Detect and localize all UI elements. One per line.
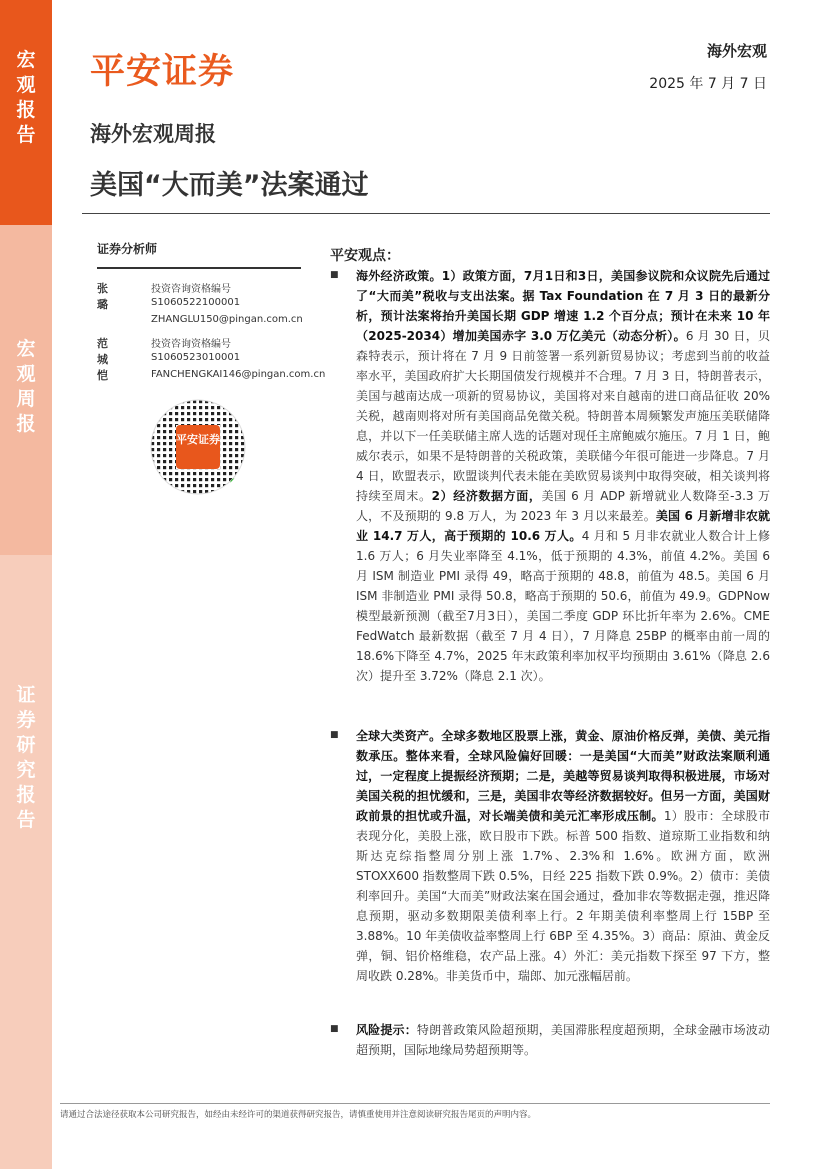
section-lead: 风险提示： bbox=[356, 1023, 417, 1037]
section-lead: 海外经济政策。1）政策方面，7月1日和3日，美国参议院和众议院先后通过了“大而美”税收与支出法案。据 Tax Foundation 在 7 月 3 日的最新分析，预计法案将抬升美国长期 GDP 增速 1.2 个百分点；预计在未来 10 年（2025-2034）增加美国赤字 3.0 万亿美元（动态分析）。 bbox=[356, 269, 770, 343]
analyst-email[interactable]: ZHANGLU150@pingan.com.cn bbox=[151, 314, 303, 325]
sidebar-block-report-type bbox=[0, 0, 52, 225]
sidebar-label-macro-weekly: 宏观周报 bbox=[16, 338, 36, 435]
analyst-name: 张璐 bbox=[97, 282, 108, 311]
footer-divider bbox=[60, 1103, 770, 1104]
analyst-license-label: 投资咨询资格编号 bbox=[151, 339, 231, 350]
analyst-divider bbox=[97, 267, 301, 269]
bullet-square-icon: ■ bbox=[330, 270, 339, 280]
analyst-license-id: S1060523010001 bbox=[151, 352, 241, 363]
report-series-title: 海外宏观周报 bbox=[90, 122, 216, 146]
sidebar-block-weekly bbox=[0, 225, 52, 555]
analyst-license-label: 投资咨询资格编号 bbox=[151, 284, 231, 295]
analyst-email[interactable]: FANCHENGKAI146@pingan.com.cn bbox=[151, 369, 326, 380]
qr-brand-badge: 平安证券 bbox=[176, 425, 220, 469]
bullet-square-icon: ■ bbox=[330, 1024, 339, 1034]
footer-disclaimer: 请通过合法途径获取本公司研究报告，如经由未经许可的渠道获得研究报告，请慎重使用并注意阅读研究报告尾页的声明内容。 bbox=[60, 1110, 537, 1120]
section-text: 特朗普政策风险超预期，美国滞胀程度超预期，全球金融市场波动超预期，国际地缘局势超预期等。 bbox=[356, 1023, 770, 1057]
report-category: 海外宏观 bbox=[706, 42, 767, 60]
sidebar-block-research bbox=[0, 555, 52, 1169]
bullet-square-icon: ■ bbox=[330, 730, 339, 740]
title-divider bbox=[82, 213, 770, 214]
company-logo: 平安证券 bbox=[90, 52, 235, 92]
view-section-overseas-policy bbox=[330, 266, 770, 686]
sidebar-label-research-report: 证券研究报告 bbox=[16, 684, 36, 831]
section-bold: 2）经济数据方面， bbox=[431, 489, 542, 503]
section-text: 美国 6 月 ADP 新增就业人数降至-3.3 万人，不及预期的 9.8 万人，为 2023 年 3 月以来最差。 bbox=[356, 489, 770, 523]
analyst-heading: 证券分析师 bbox=[97, 242, 158, 256]
section-bold: 美国 6 月新增非农就业 14.7 万人，高于预期的 10.6 万人。 bbox=[356, 509, 770, 543]
analyst-license-id: S1060522100001 bbox=[151, 297, 241, 308]
views-title: 平安观点： bbox=[330, 248, 400, 264]
report-headline: 美国“大而美”法案通过 bbox=[90, 170, 369, 201]
section-text: 6 月 30 日，贝森特表示，预计将在 7 月 9 日前签署一系列新贸易协议；考虑到当前的收益率水平，美国政府扩大长期国债发行规模并不合理。7 月 3 日，特朗普表示，美国与越南达成一项新的贸易协议，美国将对来自越南的进口商品征收 20%关税，越南则将对所有美国商品免徵关税。特朗普本周频繁发声施压美联储降息，并以下一任美联储主席人选的话题对现任主席鲍威尔施压。7 月 1 日，鲍威尔表示，如果不是特朗普的关税政策，美联储今年很可能进一步降息。7 月 4 日，欧盟表示，欧盟谈判代表未能在美欧贸易谈判中取得突破，相关谈判将持续至周末。 bbox=[356, 329, 770, 503]
section-paragraph bbox=[356, 266, 770, 686]
report-date: 2025 年 7 月 7 日 bbox=[649, 76, 767, 92]
analyst-name: 范城恺 bbox=[97, 337, 108, 382]
view-section-global-assets bbox=[330, 726, 770, 986]
section-text: 4 月和 5 月非农就业人数合计上修 1.6 万人；6 月失业率降至 4.1%，低于预期的 4.3%，前值 4.2%。美国 6 月 ISM 制造业 PMI 录得 49，略高于预期的 48.8，前值为 48.5。美国 6 月 ISM 非制造业 PMI 录得 50.8，略高于预期的 50.6，前值为 49.9。GDPNow 模型最新预测（截至7月3日），美国二季度 GDP 环比折年率为 2.6%。CME FedWatch 最新数据（截至 7 月 4 日），7 月降息 25BP 的概率由前一周的 18.6%下降至 4.7%，2025 年末政策利率加权平均预期由 3.61%（降息 2.6 次）提升至 3.72%（降息 2.1 次）。 bbox=[356, 529, 770, 683]
sidebar-label-macro-report: 宏观报告 bbox=[16, 49, 36, 146]
section-text: 1）股市：全球股市表现分化，美股上涨，欧日股市下跌。标普 500 指数、道琼斯工业指数和纳斯达克综指整周分别上涨 1.7%、2.3%和 1.6%。欧洲方面，欧洲 STOXX600 指数整周下跌 0.5%，日经 225 指数下跌 0.9%。2）债市：美债利率回升。美国“大而美”财政法案在国会通过，叠加非农等数据走强，推迟降息预期，驱动多数期限美债利率上行。2 年期美债利率整周上行 15BP 至 3.88%。10 年美债收益率整周上行 6BP 至 4.35%。3）商品：原油、黄金反弹，铜、铝价格维稳，农产品上涨。4）外汇：美元指数下探至 97 下方，整周收跌 0.28%。非美货币中，瑞郎、加元涨幅居前。 bbox=[356, 809, 770, 983]
view-section-risk bbox=[330, 1020, 770, 1060]
section-lead: 全球大类资产。全球多数地区股票上涨，黄金、原油价格反弹，美债、美元指数承压。整体来看，全球风险偏好回暖：一是美国“大而美”财政法案顺利通过，一定程度上提振经济预期；二是，美越等贸易谈判取得积极进展，市场对美国关税的担忧缓和，三是，美国非农等经济数据较好。但另一方面，美国财政前景的担忧或升温，对长端美债和美元汇率形成压制。 bbox=[356, 729, 770, 823]
section-paragraph bbox=[356, 726, 770, 986]
section-paragraph bbox=[356, 1020, 770, 1060]
